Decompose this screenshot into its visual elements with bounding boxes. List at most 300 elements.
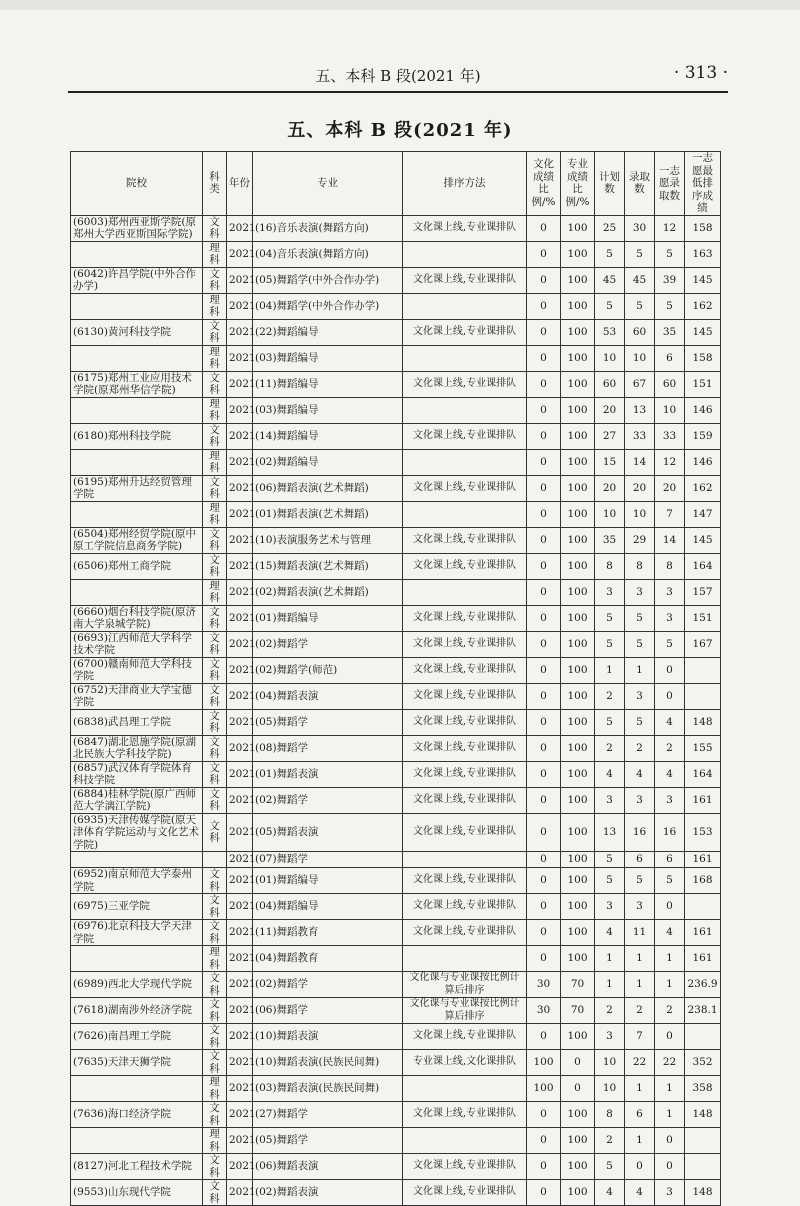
table-row bbox=[71, 1076, 721, 1102]
cell-school: (7626)南昌理工学院 bbox=[71, 1024, 203, 1050]
cell-major: (05)舞蹈学 bbox=[253, 709, 403, 735]
cell-pro-ratio: 100 bbox=[561, 215, 595, 241]
table-row bbox=[71, 894, 721, 920]
cell-culture-ratio: 0 bbox=[527, 319, 561, 345]
table-row bbox=[71, 319, 721, 345]
cell-admitted: 1 bbox=[625, 657, 655, 683]
cell-admitted: 13 bbox=[625, 397, 655, 423]
cell-major: (01)舞蹈编导 bbox=[253, 868, 403, 894]
cell-plan: 5 bbox=[595, 293, 625, 319]
cell-plan: 1 bbox=[595, 657, 625, 683]
cell-first-choice: 60 bbox=[655, 371, 685, 397]
cell-plan: 1 bbox=[595, 972, 625, 998]
cell-min-score: 358 bbox=[685, 1076, 721, 1102]
cell-pro-ratio: 100 bbox=[561, 761, 595, 787]
cell-category: 文科 bbox=[203, 1154, 227, 1180]
cell-culture-ratio: 0 bbox=[527, 657, 561, 683]
cell-method bbox=[403, 579, 527, 605]
cell-school bbox=[71, 579, 203, 605]
cell-category: 理科 bbox=[203, 449, 227, 475]
cell-min-score: 161 bbox=[685, 787, 721, 813]
cell-method: 文化课上线,专业课排队 bbox=[403, 709, 527, 735]
cell-method: 文化课上线,专业课排队 bbox=[403, 319, 527, 345]
cell-admitted: 5 bbox=[625, 709, 655, 735]
section-title: 五、本科 B 段(2021 年) bbox=[287, 120, 513, 141]
cell-method bbox=[403, 501, 527, 527]
cell-min-score: 147 bbox=[685, 501, 721, 527]
cell-culture-ratio: 0 bbox=[527, 267, 561, 293]
cell-min-score: 167 bbox=[685, 631, 721, 657]
cell-category: 文科 bbox=[203, 371, 227, 397]
cell-min-score: 161 bbox=[685, 852, 721, 868]
cell-plan: 4 bbox=[595, 1180, 625, 1206]
cell-major: (05)舞蹈表演 bbox=[253, 813, 403, 852]
cell-min-score: 164 bbox=[685, 553, 721, 579]
cell-min-score: 148 bbox=[685, 709, 721, 735]
cell-culture-ratio: 0 bbox=[527, 1180, 561, 1206]
cell-admitted: 10 bbox=[625, 501, 655, 527]
cell-year: 2021 bbox=[227, 1050, 253, 1076]
cell-major: (10)舞蹈表演(民族民间舞) bbox=[253, 1050, 403, 1076]
cell-year: 2021 bbox=[227, 1128, 253, 1154]
col-major: 专业 bbox=[253, 152, 403, 216]
cell-plan: 8 bbox=[595, 553, 625, 579]
cell-pro-ratio: 100 bbox=[561, 657, 595, 683]
cell-admitted: 5 bbox=[625, 868, 655, 894]
cell-first-choice: 4 bbox=[655, 709, 685, 735]
cell-major: (02)舞蹈编导 bbox=[253, 449, 403, 475]
cell-culture-ratio: 0 bbox=[527, 787, 561, 813]
cell-major: (11)舞蹈教育 bbox=[253, 920, 403, 946]
cell-school bbox=[71, 293, 203, 319]
cell-min-score bbox=[685, 894, 721, 920]
cell-min-score: 161 bbox=[685, 920, 721, 946]
cell-admitted: 2 bbox=[625, 998, 655, 1024]
cell-year: 2021 bbox=[227, 267, 253, 293]
cell-school: (6506)郑州工商学院 bbox=[71, 553, 203, 579]
cell-min-score: 158 bbox=[685, 215, 721, 241]
table-row bbox=[71, 579, 721, 605]
cell-school: (7618)湖南涉外经济学院 bbox=[71, 998, 203, 1024]
cell-min-score: 148 bbox=[685, 1180, 721, 1206]
cell-min-score: 162 bbox=[685, 475, 721, 501]
table-row bbox=[71, 946, 721, 972]
cell-min-score bbox=[685, 1154, 721, 1180]
col-category: 科类 bbox=[203, 152, 227, 216]
cell-culture-ratio: 0 bbox=[527, 345, 561, 371]
cell-major: (03)舞蹈编导 bbox=[253, 397, 403, 423]
cell-admitted: 20 bbox=[625, 475, 655, 501]
cell-method bbox=[403, 293, 527, 319]
cell-pro-ratio: 70 bbox=[561, 972, 595, 998]
cell-year: 2021 bbox=[227, 527, 253, 553]
cell-major: (05)舞蹈学 bbox=[253, 1128, 403, 1154]
cell-plan: 3 bbox=[595, 1024, 625, 1050]
cell-category: 文科 bbox=[203, 527, 227, 553]
cell-plan: 60 bbox=[595, 371, 625, 397]
cell-method: 文化课上线,专业课排队 bbox=[403, 787, 527, 813]
cell-year: 2021 bbox=[227, 397, 253, 423]
cell-method: 文化课与专业课按比例计算后排序 bbox=[403, 972, 527, 998]
cell-first-choice: 3 bbox=[655, 579, 685, 605]
table-row bbox=[71, 709, 721, 735]
cell-category: 文科 bbox=[203, 215, 227, 241]
cell-pro-ratio: 100 bbox=[561, 423, 595, 449]
cell-year: 2021 bbox=[227, 946, 253, 972]
cell-culture-ratio: 100 bbox=[527, 1076, 561, 1102]
cell-year: 2021 bbox=[227, 241, 253, 267]
cell-school: (9553)山东现代学院 bbox=[71, 1180, 203, 1206]
cell-method: 专业课上线,文化课排队 bbox=[403, 1050, 527, 1076]
cell-category: 理科 bbox=[203, 397, 227, 423]
cell-admitted: 8 bbox=[625, 553, 655, 579]
cell-category: 文科 bbox=[203, 267, 227, 293]
table-row bbox=[71, 631, 721, 657]
cell-first-choice: 4 bbox=[655, 761, 685, 787]
cell-year: 2021 bbox=[227, 423, 253, 449]
cell-first-choice: 0 bbox=[655, 1128, 685, 1154]
cell-school: (8127)河北工程技术学院 bbox=[71, 1154, 203, 1180]
cell-plan: 2 bbox=[595, 998, 625, 1024]
cell-pro-ratio: 100 bbox=[561, 1180, 595, 1206]
table-row bbox=[71, 475, 721, 501]
col-school: 院校 bbox=[71, 152, 203, 216]
cell-method bbox=[403, 241, 527, 267]
cell-first-choice: 6 bbox=[655, 345, 685, 371]
cell-first-choice: 1 bbox=[655, 1076, 685, 1102]
table-row bbox=[71, 215, 721, 241]
cell-year: 2021 bbox=[227, 1102, 253, 1128]
cell-culture-ratio: 0 bbox=[527, 1102, 561, 1128]
cell-method: 文化课上线,专业课排队 bbox=[403, 1180, 527, 1206]
cell-major: (06)舞蹈学 bbox=[253, 998, 403, 1024]
cell-min-score: 151 bbox=[685, 605, 721, 631]
cell-culture-ratio: 0 bbox=[527, 813, 561, 852]
cell-plan: 5 bbox=[595, 241, 625, 267]
cell-method: 文化课上线,专业课排队 bbox=[403, 605, 527, 631]
cell-category: 理科 bbox=[203, 345, 227, 371]
cell-category: 文科 bbox=[203, 319, 227, 345]
cell-plan: 13 bbox=[595, 813, 625, 852]
cell-method: 文化课上线,专业课排队 bbox=[403, 553, 527, 579]
cell-first-choice: 16 bbox=[655, 813, 685, 852]
cell-year: 2021 bbox=[227, 735, 253, 761]
cell-first-choice: 33 bbox=[655, 423, 685, 449]
cell-major: (04)舞蹈教育 bbox=[253, 946, 403, 972]
cell-method: 文化课上线,专业课排队 bbox=[403, 423, 527, 449]
cell-school: (6660)烟台科技学院(原济南大学泉城学院) bbox=[71, 605, 203, 631]
cell-culture-ratio: 0 bbox=[527, 735, 561, 761]
cell-culture-ratio: 0 bbox=[527, 397, 561, 423]
cell-admitted: 5 bbox=[625, 241, 655, 267]
cell-admitted: 3 bbox=[625, 787, 655, 813]
cell-year: 2021 bbox=[227, 972, 253, 998]
cell-category: 文科 bbox=[203, 920, 227, 946]
cell-year: 2021 bbox=[227, 579, 253, 605]
cell-min-score bbox=[685, 1128, 721, 1154]
cell-first-choice: 22 bbox=[655, 1050, 685, 1076]
cell-pro-ratio: 100 bbox=[561, 683, 595, 709]
cell-school: (6175)郑州工业应用技术学院(原郑州华信学院) bbox=[71, 371, 203, 397]
cell-culture-ratio: 30 bbox=[527, 998, 561, 1024]
cell-plan: 5 bbox=[595, 1154, 625, 1180]
cell-year: 2021 bbox=[227, 998, 253, 1024]
cell-admitted: 67 bbox=[625, 371, 655, 397]
table-row bbox=[71, 1180, 721, 1206]
cell-school: (6700)赣南师范大学科技学院 bbox=[71, 657, 203, 683]
cell-pro-ratio: 100 bbox=[561, 293, 595, 319]
cell-admitted: 7 bbox=[625, 1024, 655, 1050]
cell-category: 文科 bbox=[203, 423, 227, 449]
cell-school: (6693)江西师范大学科学技术学院 bbox=[71, 631, 203, 657]
cell-first-choice: 1 bbox=[655, 972, 685, 998]
cell-year: 2021 bbox=[227, 894, 253, 920]
cell-admitted: 5 bbox=[625, 293, 655, 319]
cell-major: (07)舞蹈学 bbox=[253, 852, 403, 868]
cell-pro-ratio: 100 bbox=[561, 267, 595, 293]
cell-pro-ratio: 100 bbox=[561, 579, 595, 605]
cell-method: 文化课上线,专业课排队 bbox=[403, 761, 527, 787]
cell-admitted: 3 bbox=[625, 894, 655, 920]
cell-pro-ratio: 0 bbox=[561, 1050, 595, 1076]
cell-pro-ratio: 100 bbox=[561, 371, 595, 397]
cell-culture-ratio: 0 bbox=[527, 215, 561, 241]
cell-pro-ratio: 0 bbox=[561, 1076, 595, 1102]
cell-first-choice: 3 bbox=[655, 1180, 685, 1206]
cell-min-score: 236.9 bbox=[685, 972, 721, 998]
cell-min-score: 146 bbox=[685, 449, 721, 475]
cell-major: (05)舞蹈学(中外合作办学) bbox=[253, 267, 403, 293]
table-row bbox=[71, 1154, 721, 1180]
cell-major: (04)舞蹈学(中外合作办学) bbox=[253, 293, 403, 319]
cell-culture-ratio: 0 bbox=[527, 605, 561, 631]
cell-min-score: 168 bbox=[685, 868, 721, 894]
cell-min-score: 155 bbox=[685, 735, 721, 761]
cell-year: 2021 bbox=[227, 1154, 253, 1180]
cell-school: (7635)天津天狮学院 bbox=[71, 1050, 203, 1076]
cell-min-score: 157 bbox=[685, 579, 721, 605]
cell-plan: 20 bbox=[595, 475, 625, 501]
cell-admitted: 1 bbox=[625, 1076, 655, 1102]
cell-category: 文科 bbox=[203, 972, 227, 998]
cell-category: 文科 bbox=[203, 868, 227, 894]
cell-year: 2021 bbox=[227, 345, 253, 371]
cell-year: 2021 bbox=[227, 293, 253, 319]
cell-plan: 4 bbox=[595, 920, 625, 946]
cell-min-score: 162 bbox=[685, 293, 721, 319]
cell-pro-ratio: 100 bbox=[561, 345, 595, 371]
cell-school: (6042)许昌学院(中外合作办学) bbox=[71, 267, 203, 293]
cell-admitted: 11 bbox=[625, 920, 655, 946]
cell-major: (11)舞蹈编导 bbox=[253, 371, 403, 397]
cell-category: 理科 bbox=[203, 501, 227, 527]
cell-year: 2021 bbox=[227, 683, 253, 709]
cell-plan: 27 bbox=[595, 423, 625, 449]
cell-min-score: 145 bbox=[685, 267, 721, 293]
cell-min-score: 146 bbox=[685, 397, 721, 423]
cell-pro-ratio: 100 bbox=[561, 449, 595, 475]
cell-major: (08)舞蹈学 bbox=[253, 735, 403, 761]
cell-pro-ratio: 100 bbox=[561, 709, 595, 735]
cell-culture-ratio: 0 bbox=[527, 371, 561, 397]
cell-first-choice: 0 bbox=[655, 894, 685, 920]
cell-school bbox=[71, 501, 203, 527]
cell-school: (6847)湖北恩施学院(原湖北民族大学科技学院) bbox=[71, 735, 203, 761]
cell-culture-ratio: 0 bbox=[527, 449, 561, 475]
table-row bbox=[71, 683, 721, 709]
cell-admitted: 1 bbox=[625, 1128, 655, 1154]
cell-plan: 5 bbox=[595, 605, 625, 631]
cell-first-choice: 4 bbox=[655, 920, 685, 946]
cell-major: (02)舞蹈表演 bbox=[253, 1180, 403, 1206]
cell-method: 文化课上线,专业课排队 bbox=[403, 267, 527, 293]
page-number: · 313 · bbox=[673, 63, 728, 83]
cell-first-choice: 20 bbox=[655, 475, 685, 501]
cell-major: (03)舞蹈编导 bbox=[253, 345, 403, 371]
cell-first-choice: 8 bbox=[655, 553, 685, 579]
cell-school bbox=[71, 449, 203, 475]
cell-major: (01)舞蹈表演 bbox=[253, 761, 403, 787]
cell-school: (6884)桂林学院(原广西师范大学漓江学院) bbox=[71, 787, 203, 813]
admission-table bbox=[70, 151, 721, 1206]
cell-culture-ratio: 0 bbox=[527, 241, 561, 267]
cell-culture-ratio: 0 bbox=[527, 709, 561, 735]
cell-first-choice: 3 bbox=[655, 605, 685, 631]
cell-major: (02)舞蹈学 bbox=[253, 787, 403, 813]
cell-year: 2021 bbox=[227, 371, 253, 397]
cell-admitted: 4 bbox=[625, 761, 655, 787]
cell-plan: 3 bbox=[595, 579, 625, 605]
cell-first-choice: 1 bbox=[655, 1102, 685, 1128]
table-row bbox=[71, 397, 721, 423]
cell-school: (6976)北京科技大学天津学院 bbox=[71, 920, 203, 946]
cell-pro-ratio: 100 bbox=[561, 527, 595, 553]
table-row bbox=[71, 1024, 721, 1050]
cell-school: (6952)南京师范大学泰州学院 bbox=[71, 868, 203, 894]
cell-culture-ratio: 0 bbox=[527, 852, 561, 868]
cell-category: 文科 bbox=[203, 998, 227, 1024]
table-row bbox=[71, 852, 721, 868]
cell-category bbox=[203, 852, 227, 868]
cell-first-choice: 5 bbox=[655, 241, 685, 267]
table-row bbox=[71, 813, 721, 852]
table-row bbox=[71, 553, 721, 579]
cell-year: 2021 bbox=[227, 1024, 253, 1050]
cell-first-choice: 14 bbox=[655, 527, 685, 553]
cell-year: 2021 bbox=[227, 605, 253, 631]
cell-method: 文化课上线,专业课排队 bbox=[403, 475, 527, 501]
cell-method bbox=[403, 397, 527, 423]
cell-culture-ratio: 0 bbox=[527, 1128, 561, 1154]
table-row bbox=[71, 1102, 721, 1128]
table-row bbox=[71, 501, 721, 527]
cell-min-score: 145 bbox=[685, 319, 721, 345]
cell-admitted: 33 bbox=[625, 423, 655, 449]
cell-method: 文化课上线,专业课排队 bbox=[403, 735, 527, 761]
cell-pro-ratio: 100 bbox=[561, 946, 595, 972]
cell-pro-ratio: 100 bbox=[561, 852, 595, 868]
cell-culture-ratio: 0 bbox=[527, 293, 561, 319]
cell-plan: 15 bbox=[595, 449, 625, 475]
cell-min-score: 161 bbox=[685, 946, 721, 972]
cell-method bbox=[403, 345, 527, 371]
cell-first-choice: 2 bbox=[655, 735, 685, 761]
cell-culture-ratio: 30 bbox=[527, 972, 561, 998]
table-row bbox=[71, 972, 721, 998]
cell-method: 文化课上线,专业课排队 bbox=[403, 1024, 527, 1050]
cell-school bbox=[71, 1076, 203, 1102]
cell-pro-ratio: 100 bbox=[561, 397, 595, 423]
col-admitted: 录取数 bbox=[625, 152, 655, 216]
table-row bbox=[71, 868, 721, 894]
cell-pro-ratio: 100 bbox=[561, 894, 595, 920]
cell-method bbox=[403, 1128, 527, 1154]
cell-year: 2021 bbox=[227, 709, 253, 735]
cell-culture-ratio: 0 bbox=[527, 579, 561, 605]
cell-major: (15)舞蹈表演(艺术舞蹈) bbox=[253, 553, 403, 579]
cell-pro-ratio: 100 bbox=[561, 920, 595, 946]
cell-category: 文科 bbox=[203, 631, 227, 657]
cell-admitted: 5 bbox=[625, 631, 655, 657]
cell-first-choice: 5 bbox=[655, 293, 685, 319]
cell-first-choice: 1 bbox=[655, 946, 685, 972]
cell-culture-ratio: 0 bbox=[527, 501, 561, 527]
cell-major: (04)舞蹈表演 bbox=[253, 683, 403, 709]
cell-plan: 1 bbox=[595, 946, 625, 972]
cell-pro-ratio: 100 bbox=[561, 1102, 595, 1128]
cell-plan: 10 bbox=[595, 1050, 625, 1076]
cell-plan: 20 bbox=[595, 397, 625, 423]
cell-school bbox=[71, 345, 203, 371]
cell-admitted: 3 bbox=[625, 683, 655, 709]
cell-major: (02)舞蹈表演(艺术舞蹈) bbox=[253, 579, 403, 605]
cell-category: 文科 bbox=[203, 709, 227, 735]
cell-culture-ratio: 0 bbox=[527, 868, 561, 894]
cell-culture-ratio: 0 bbox=[527, 1024, 561, 1050]
cell-school: (6003)郑州西亚斯学院(原郑州大学西亚斯国际学院) bbox=[71, 215, 203, 241]
cell-method bbox=[403, 449, 527, 475]
cell-major: (01)舞蹈表演(艺术舞蹈) bbox=[253, 501, 403, 527]
cell-plan: 35 bbox=[595, 527, 625, 553]
cell-first-choice: 7 bbox=[655, 501, 685, 527]
cell-school bbox=[71, 852, 203, 868]
cell-first-choice: 5 bbox=[655, 631, 685, 657]
cell-category: 理科 bbox=[203, 946, 227, 972]
cell-year: 2021 bbox=[227, 1180, 253, 1206]
cell-method: 文化课上线,专业课排队 bbox=[403, 1102, 527, 1128]
cell-first-choice: 0 bbox=[655, 1024, 685, 1050]
cell-plan: 5 bbox=[595, 852, 625, 868]
cell-first-choice: 10 bbox=[655, 397, 685, 423]
cell-min-score bbox=[685, 1024, 721, 1050]
cell-plan: 8 bbox=[595, 1102, 625, 1128]
cell-plan: 53 bbox=[595, 319, 625, 345]
cell-school: (6857)武汉体育学院体育科技学院 bbox=[71, 761, 203, 787]
cell-method: 文化课与专业课按比例计算后排序 bbox=[403, 998, 527, 1024]
cell-min-score bbox=[685, 657, 721, 683]
cell-school: (6504)郑州经贸学院(原中原工学院信息商务学院) bbox=[71, 527, 203, 553]
cell-category: 文科 bbox=[203, 813, 227, 852]
cell-method: 文化课上线,专业课排队 bbox=[403, 657, 527, 683]
cell-year: 2021 bbox=[227, 787, 253, 813]
cell-admitted: 60 bbox=[625, 319, 655, 345]
cell-school: (7636)海口经济学院 bbox=[71, 1102, 203, 1128]
cell-first-choice: 6 bbox=[655, 852, 685, 868]
cell-plan: 25 bbox=[595, 215, 625, 241]
cell-first-choice: 0 bbox=[655, 683, 685, 709]
cell-pro-ratio: 100 bbox=[561, 605, 595, 631]
cell-min-score: 151 bbox=[685, 371, 721, 397]
